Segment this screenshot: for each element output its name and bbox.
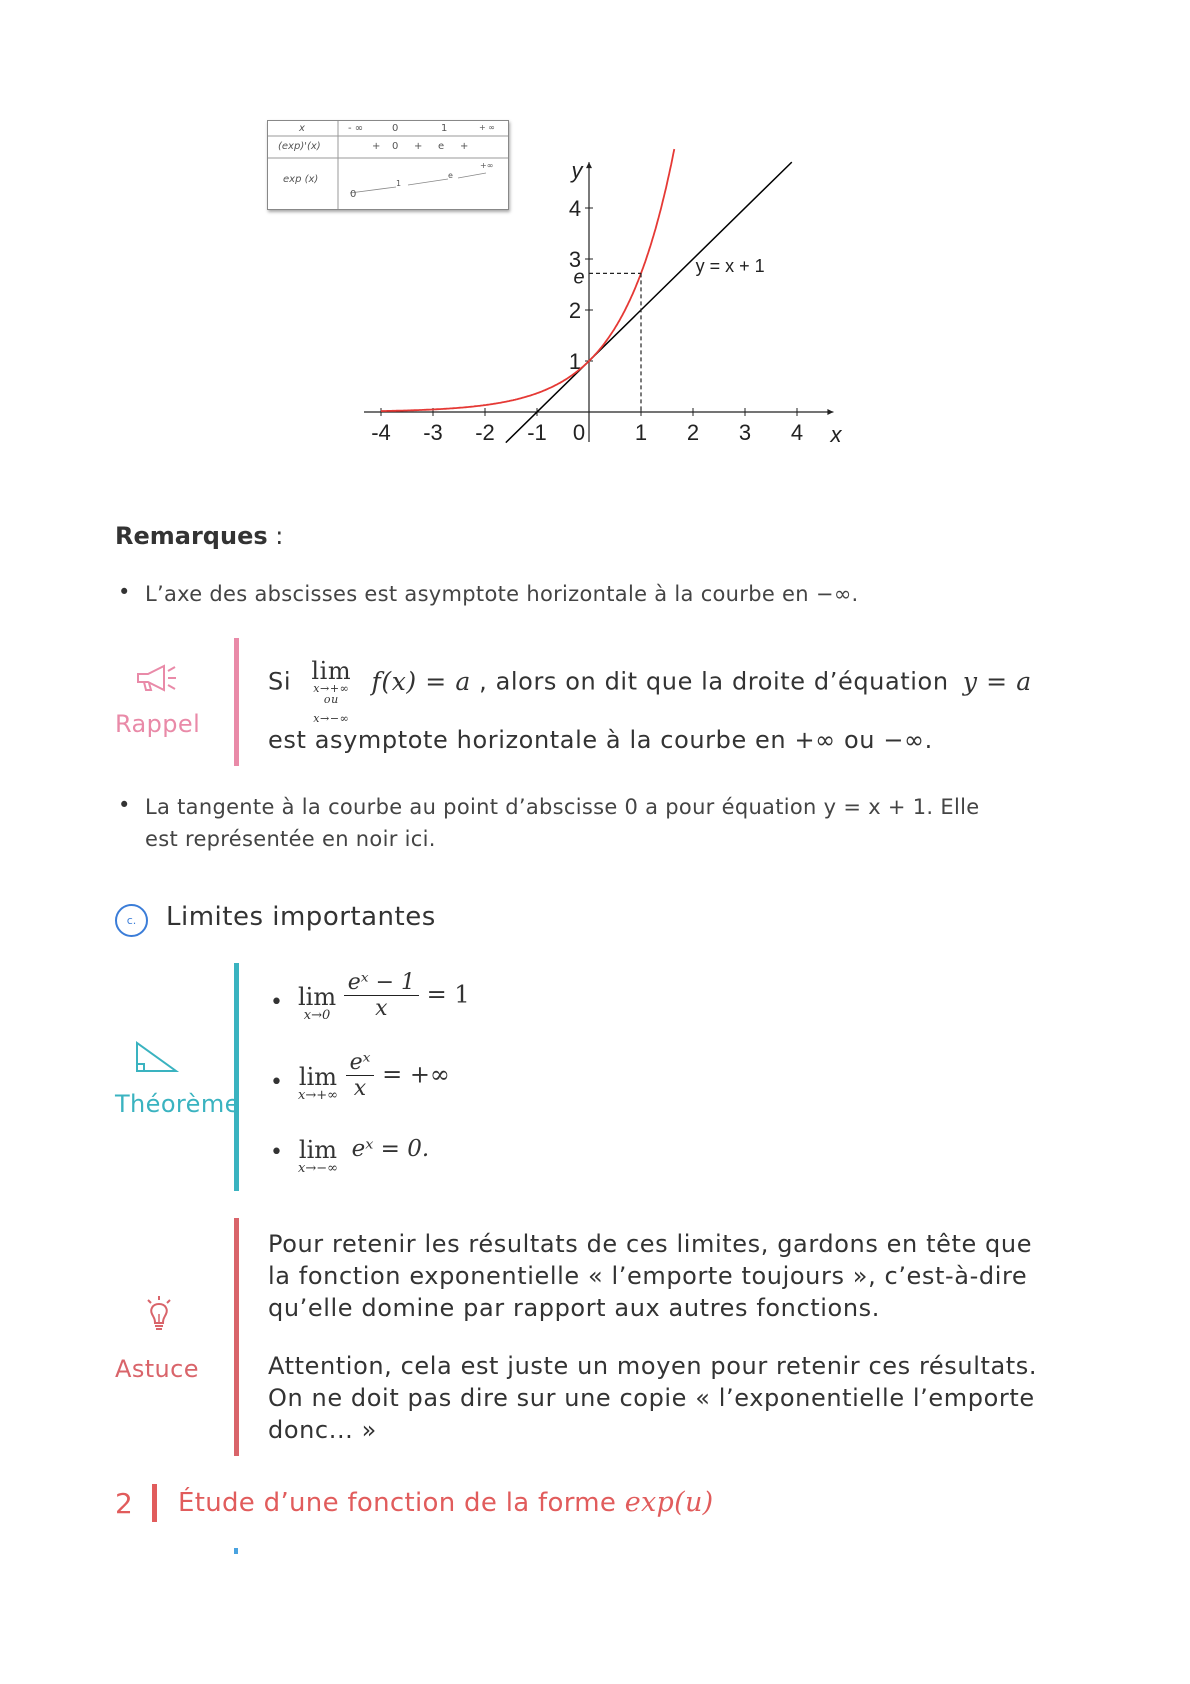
megaphone-icon bbox=[134, 662, 180, 700]
part-divider bbox=[152, 1484, 157, 1522]
triangle-icon bbox=[134, 1040, 180, 1078]
y-tick-label: 2 bbox=[568, 298, 582, 323]
astuce-p1-l2: la fonction exponentielle « l’emporte toujours », c’est-à-dire bbox=[268, 1262, 1028, 1290]
astuce-p2-l2: On ne doit pas dire sur une copie « l’exponentielle l’emporte bbox=[268, 1384, 1035, 1412]
x-tick-label: -4 bbox=[371, 420, 391, 445]
part-number: 2 bbox=[115, 1487, 133, 1520]
x-tick-label: -3 bbox=[423, 420, 443, 445]
rappel-line2: est asymptote horizontale à la courbe en +∞ ou −∞. bbox=[268, 726, 933, 754]
table-one: 1 bbox=[441, 123, 448, 134]
rappel-line1: Si lim x→+∞ ou x→−∞ f(x) = a , alors on dit que la droite d’équation y = a bbox=[268, 657, 1032, 725]
table-plus-infinity: + ∞ bbox=[479, 123, 495, 132]
table-x-header: x bbox=[299, 123, 305, 134]
table-sign-1: + bbox=[372, 141, 381, 152]
x-tick-label: -2 bbox=[475, 420, 495, 445]
e-label: e bbox=[573, 266, 585, 289]
limit-1: lim x→0 $\frac{\text{eˣ − 1}}{x}$ = 1 bbox=[298, 970, 470, 1023]
table-exp-1: 1 bbox=[396, 179, 402, 188]
lightbulb-icon bbox=[142, 1294, 176, 1338]
astuce-p1-l1: Pour retenir les résultats de ces limites, gardons en tête que bbox=[268, 1230, 1033, 1258]
table-derivative-label: (exp)'(x) bbox=[278, 141, 321, 152]
table-exp-label: exp (x) bbox=[283, 174, 319, 185]
rappel-bar bbox=[234, 638, 239, 766]
y-tick-label: 3 bbox=[568, 247, 582, 272]
theoreme-bar bbox=[234, 963, 239, 1191]
x-tick-label: 0 bbox=[572, 420, 586, 445]
x-tick-label: 2 bbox=[686, 420, 700, 445]
x-tick-label: 4 bbox=[790, 420, 804, 445]
y-tick-label: 4 bbox=[568, 196, 582, 221]
exp-graph bbox=[267, 120, 857, 460]
remark-2-line2: est représentée en noir ici. bbox=[145, 827, 436, 851]
x-tick-label: 3 bbox=[738, 420, 752, 445]
remarks-title: Remarques : bbox=[115, 522, 284, 550]
part-title: Étude d’une fonction de la forme exp(u) bbox=[178, 1487, 714, 1518]
remark-1: L’axe des abscisses est asymptote horizontale à la courbe en −∞. bbox=[145, 582, 859, 606]
bullet-dot: • bbox=[270, 1140, 283, 1165]
decorative-dot bbox=[234, 1548, 238, 1554]
y-tick-label: 1 bbox=[568, 349, 582, 374]
astuce-bar bbox=[234, 1218, 239, 1456]
bullet-dot: • bbox=[118, 793, 131, 817]
tangent-label: y = x + 1 bbox=[695, 256, 765, 277]
rappel-label: Rappel bbox=[115, 710, 201, 738]
bullet-dot: • bbox=[270, 1070, 283, 1095]
astuce-p1-l3: qu’elle domine par rapport aux autres fonctions. bbox=[268, 1294, 880, 1322]
astuce-p2-l3: donc... » bbox=[268, 1416, 377, 1444]
remark-2-line1: La tangente à la courbe au point d’abscisse 0 a pour équation y = x + 1. Elle bbox=[145, 795, 980, 819]
figure bbox=[267, 120, 857, 460]
x-axis-arrow bbox=[827, 409, 833, 415]
x-tick-label: 1 bbox=[634, 420, 648, 445]
theoreme-label: Théorème bbox=[115, 1090, 240, 1118]
limit-2: lim x→+∞ $\frac{\text{eˣ}}{x}$ = +∞ bbox=[298, 1050, 450, 1103]
section-title: Limites importantes bbox=[166, 902, 436, 932]
table-exp-inf: +∞ bbox=[480, 161, 494, 170]
y-axis-arrow bbox=[586, 162, 592, 168]
table-sign-2: 0 bbox=[392, 141, 399, 152]
table-sign-4: e bbox=[438, 141, 445, 152]
limit-3: lim x→−∞ eˣ = 0. bbox=[298, 1135, 430, 1176]
tangent-line bbox=[506, 162, 792, 443]
table-exp-e: e bbox=[448, 171, 453, 180]
table-minus-infinity: - ∞ bbox=[348, 123, 364, 134]
x-axis-label: x bbox=[830, 422, 842, 447]
bullet-dot: • bbox=[270, 990, 283, 1015]
bullet-dot: • bbox=[118, 580, 131, 604]
table-sign-5: + bbox=[460, 141, 469, 152]
table-zero: 0 bbox=[392, 123, 399, 134]
y-axis-label: y bbox=[571, 157, 583, 183]
section-letter: c. bbox=[115, 904, 148, 937]
x-tick-label: -1 bbox=[527, 420, 547, 445]
table-exp-0: 0 bbox=[350, 189, 357, 200]
exp-curve bbox=[381, 149, 674, 411]
astuce-label: Astuce bbox=[115, 1355, 199, 1383]
astuce-p2-l1: Attention, cela est juste un moyen pour retenir ces résultats. bbox=[268, 1352, 1038, 1380]
table-sign-3: + bbox=[414, 141, 423, 152]
